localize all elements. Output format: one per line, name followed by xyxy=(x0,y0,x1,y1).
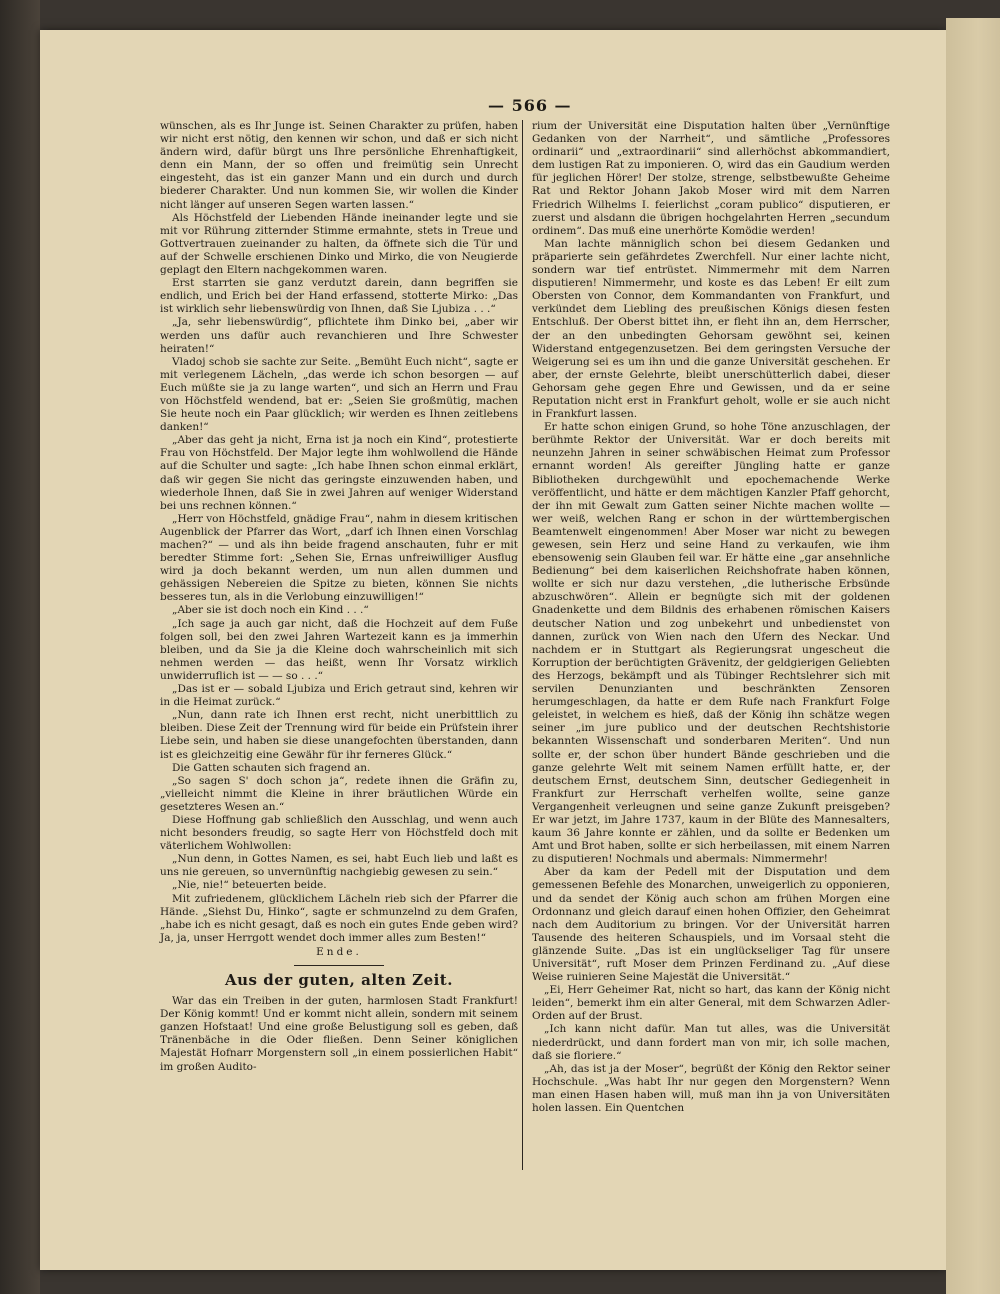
article-paragraph: „Ei, Herr Geheimer Rat, nicht so hart, das kann der König nicht leiden“, bemerkt ihm ein alter General, mit dem Schwarzen Adler-Orden auf der Brust. xyxy=(532,984,890,1023)
section-divider xyxy=(294,965,384,966)
article-paragraph: Man lachte männiglich schon bei diesem Gedanken und präparierte sein gefährdetes Zwerchfell. Nur einer lachte nicht, sondern war tief entrüstet. Nimmermehr mit dem Narren disputieren! Nimmermehr, und koste es das Leben! Er eilt zum Obersten von Connor, dem Kommandanten von Frankfurt, und verkündet dem Liebling des preußischen Königs diesen festen Entschluß. Der Oberst bittet ihn, er fleht ihn an, dem Herrscher, der an den unbedingten Gehorsam gewöhnt sei, keinen Widerstand entgegenzusetzen. Bei dem geringsten Versuche der Weigerung sei es um ihn und die ganze Universität geschehen. Er aber, der ernste Gelehrte, bleibt unerschütterlich dabei, dieser Gehorsam gehe gegen Ehre und Gewissen, und da er seine Reputation nicht erst in Frankfurt geholt, wolle er sie auch nicht in Frankfurt lassen. xyxy=(532,237,890,421)
story-paragraph: „Aber das geht ja nicht, Erna ist ja noch ein Kind“, protestierte Frau von Höchstfeld. Der Major legte ihm wohlwollend die Hände auf die Schulter und sagte: „Ich habe Ihnen schon einmal erklärt, daß wir gegen Sie nicht das geringste einzuwenden haben, und wiederhole Ihnen, daß Sie in zwei Jahren auf weniger Widerstand bei uns rechnen können.“ xyxy=(160,434,518,512)
article-paragraph: „Ich kann nicht dafür. Man tut alles, was die Universität niederdrückt, und dann fordert man von mir, ich solle machen, daß sie floriere.“ xyxy=(532,1023,890,1062)
story-paragraph: Vladoj schob sie sachte zur Seite. „Bemüht Euch nicht“, sagte er mit verlegenem Lächeln, „das werde ich schon besorgen — auf Euch müßte sie ja zu lange warten“, und sich an Herrn und Frau von Höchstfeld wendend, bat er: „Seien Sie großmütig, machen Sie heute noch ein Paar glücklich; wir werden es Ihnen zeitlebens danken!“ xyxy=(160,355,518,434)
scan-edge-left xyxy=(0,0,40,1294)
scan-edge-right xyxy=(946,18,1000,1294)
story-paragraph: „Nie, nie!“ beteuerten beide. xyxy=(172,879,327,892)
story-paragraph: Erst starrten sie ganz verdutzt darein, dann begriffen sie endlich, und Erich bei der Hand erfassend, stotterte Mirko: „Das ist wirklich sehr liebenswürdig von Ihnen, daß Sie Ljubiza . . .“ xyxy=(160,277,518,316)
story-paragraph: Diese Hoffnung gab schließlich den Ausschlag, und wenn auch nicht besonders freudig, so sagte Herr von Höchstfeld doch mit väterlichem Wohlwollen: xyxy=(160,813,518,853)
story-paragraph: „Nun denn, in Gottes Namen, es sei, habt Euch lieb und laßt es uns nie gereuen, so unvernünftig nachgiebig gewesen zu sein.“ xyxy=(160,853,518,879)
page-number: — 566 — xyxy=(488,96,572,115)
story-paragraph: „Nun, dann rate ich Ihnen erst recht, nicht unerbittlich zu bleiben. Diese Zeit der Trennung wird für beide ein Prüfstein ihrer Liebe sein, und haben sie diese unangefochten überstanden, dann ist es gleichzeitig eine Gewähr für ihr ferneres Glück.“ xyxy=(160,709,518,761)
story-paragraph: „So sagen S' doch schon ja“, redete ihnen die Gräfin zu, „vielleicht nimmt die Kleine in ihrer bräutlichen Würde ein gesetzteres Wesen an.“ xyxy=(160,774,518,813)
story-paragraph: „Herr von Höchstfeld, gnädige Frau“, nahm in diesem kritischen Augenblick der Pfarrer das Wort, „darf ich Ihnen einen Vorschlag machen?“ — und als ihn beide fragend anschauten, fuhr er mit beredter Stimme fort: „Sehen Sie, Ernas unfreiwilliger Ausflug wird ja doch bekannt werden, um nun allen dummen und gehässigen Nebereien die Spitze zu bieten, können Sie nichts besseres tun, als in die Verlobung einzuwilligen!“ xyxy=(160,512,518,604)
story-paragraph: „Ich sage ja auch gar nicht, daß die Hochzeit auf dem Fuße folgen soll, bei den zwei Jahren Wartezeit kann es ja immerhin bleiben, und da Sie ja die Kleine doch wahrscheinlich mit sich nehmen werden — das heißt, wenn Ihr Vorsatz wirklich unwiderruflich ist — — so . . .“ xyxy=(160,617,518,682)
article-paragraph: Er hatte schon einigen Grund, so hohe Töne anzuschlagen, der berühmte Rektor der Universität. War er doch bereits mit neunzehn Jahren in seiner schwäbischen Heimat zum Professor ernannt worden! Als gereifter Jüngling hatte er ganze Bibliotheken durchgewühlt und epochemachende Werke veröffentlicht, und hätte er dem mächtigen Kanzler Pfaff gehorcht, der ihn mit Gewalt zum Gatten seiner Nichte machen wollte — wer weiß, welchen Rang er schon in der württembergischen Beamtenwelt eingenommen! Aber Moser war nicht zu bewegen gewesen, sein Herz und seine Hand zu verkaufen, wie ihm ebensowenig sein Glauben feil war. Er hätte eine „gar ansehnliche Bedienung“ bei dem kaiserlichen Reichshofrate haben können, wollte er sich nur dazu verstehen, „die lutherische Erbsünde abzuschwören“. Allein er begnügte sich mit der goldenen Gnadenkette und dem Bildnis des erhabenen römischen Kaisers deutscher Nation und zog unbekehrt und unbedienstet von dannen, zurück von Wien nach den Ufern des Neckar. Und nachdem er in Stuttgart als Regierungsrat ungescheut die Korruption der berüchtigten Grävenitz, der geldgierigen Geliebten des Herzogs, bekämpft und als Tübinger Rechtslehrer sich mit servilen Denunzianten und beschränkten Zensoren herumgeschlagen, da hatte er dem Rufe nach Frankfurt Folge geleistet, in welchem es hieß, daß der König ihn schätze wegen seiner „im jure publico und der deutschen Rechtshistorie bekannten Wissenschaft und sonderbaren Meriten“. Und nun sollte er, der schon über hundert Bände geschrieben und die ganze gelehrte Welt mit seinem Namen erfüllt hatte, er, der deutschem Ernst, deutschem Sinn, deutscher Gediegenheit in Frankfurt zur Herrschaft verhelfen wollte, seine ganze Vergangenheit verleugnen und seine ganze Zukunft preisgeben? Er war jetzt, im Jahre 1737, kaum in der Blüte des Mannesalters, kaum 36 Jahre konnte er zählen, und da sollte er Bedenken um Amt und Brot haben, sollte er sich herbeilassen, mit einem Narren zu disputieren! Nochmals und abermals: Nimmermehr! xyxy=(532,421,890,866)
article-paragraph: rium der Universität eine Disputation halten über „Vernünftige Gedanken von der Narrheit“, und sämtliche „Professores ordinarii“ und „extraordinarii“ sind allerhöchst abkommandiert, dem lustigen Rat zu imponieren. O, wird das ein Gaudium werden für jeglichen Hörer! Der stolze, strenge, selbstbewußte Geheime Rat und Rektor Johann Jakob Moser wird mit dem Narren Friedrich Wilhelms I. feierlichst „coram publico“ disputieren, er zuerst und alsdann die übrigen hochgelahrten Herren „secundum ordinem“. Das muß eine unerhörte Komödie werden! xyxy=(532,120,890,237)
article-title: Aus der guten, alten Zeit. xyxy=(225,971,453,989)
story-paragraph: Die Gatten schauten sich fragend an. xyxy=(172,761,371,774)
article-paragraph: „Ah, das ist ja der Moser“, begrüßt der König den Rektor seiner Hochschule. „Was habt Ihr nur gegen den Morgenstern? Wenn man einen Hasen haben will, muß man ihn ja von Universitäten holen lassen. Ein Quentchen xyxy=(532,1062,890,1115)
story-paragraph: Mit zufriedenem, glücklichem Lächeln rieb sich der Pfarrer die Hände. „Siehst Du, Hinko“, sagte er schmunzelnd zu dem Grafen, „habe ich es nicht gesagt, daß es noch ein gutes Ende geben wird? Ja, ja, unser Herrgott wendet doch immer alles zum Besten!“ xyxy=(160,892,518,944)
story-paragraph: „Aber sie ist doch noch ein Kind . . .“ xyxy=(172,604,369,617)
story-end-mark: Ende. xyxy=(316,945,362,958)
story-paragraph: wünschen, als es Ihr Junge ist. Seinen Charakter zu prüfen, haben wir nicht erst nötig, den kennen wir schon, und daß er sich nicht ändern wird, dafür bürgt uns Ihre persönliche Ehrenhaftigkeit, denn ein Mann, der so offen und freimütig sein Unrecht eingesteht, das ist ein ganzer Mann und ein durch und durch biederer Charakter. Und nun kommen Sie, wir wollen die Kinder nicht länger auf unseren Segen warten lassen.“ xyxy=(160,120,518,211)
story-paragraph: „Das ist er — sobald Ljubiza und Erich getraut sind, kehren wir in die Heimat zurück.“ xyxy=(160,683,518,709)
article-paragraph: War das ein Treiben in der guten, harmlosen Stadt Frankfurt! Der König kommt! Und er kommt nicht allein, sondern mit seinem ganzen Hofstaat! Und eine große Belustigung soll es geben, daß Tränenbäche in die Oder fließen. Denn Seiner königlichen Majestät Hofnarr Morgenstern soll „in einem possierlichen Habit“ im großen Audito- xyxy=(160,995,518,1073)
left-column xyxy=(160,120,518,1074)
right-column xyxy=(532,120,890,1115)
story-paragraph: „Ja, sehr liebenswürdig“, pflichtete ihm Dinko bei, „aber wir werden uns dafür auch revanchieren und Ihre Schwester heiraten!“ xyxy=(160,316,518,355)
article-paragraph: Aber da kam der Pedell mit der Disputation und dem gemessenen Befehle des Monarchen, unweigerlich zu opponieren, und da sendet der König auch schon am frühen Morgen eine Ordonnanz und gleich darauf einen hohen Offizier, den Geheimrat nach dem Auditorium zu bringen. Vor der Universität harren Tausende des heiteren Schauspiels, und im Vorsaal steht die glänzende Suite. „Das ist ein unglückseliger Tag für unsere Universität“, ruft Moser dem Prinzen Ferdinand zu. „Auf diese Weise ruinieren Seine Majestät die Universität.“ xyxy=(532,866,890,984)
column-divider xyxy=(522,120,523,1170)
story-paragraph: Als Höchstfeld der Liebenden Hände ineinander legte und sie mit vor Rührung zitternder Stimme ermahnte, stets in Treue und Gottvertrauen zueinander zu halten, da öffnete sich die Tür und auf der Schwelle erschienen Dinko und Mirko, die von Neugierde geplagt den Eltern nachgekommen waren. xyxy=(160,211,518,277)
